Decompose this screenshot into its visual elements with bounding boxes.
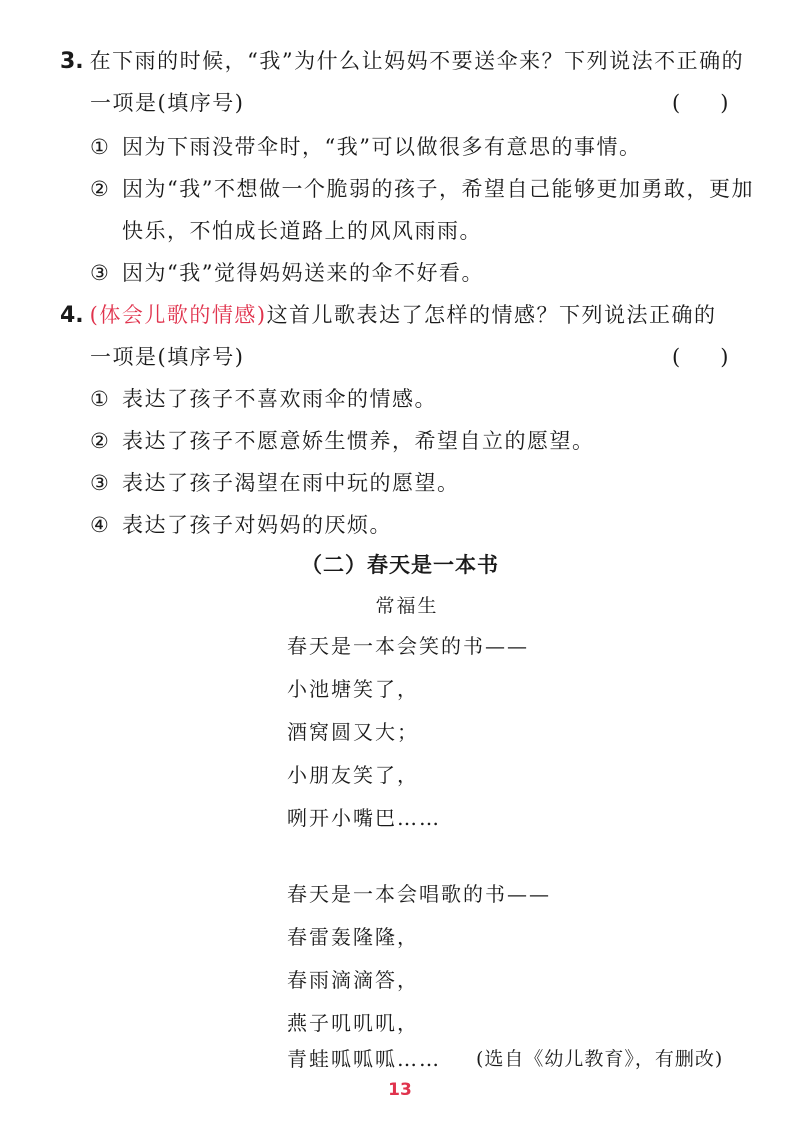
poem-line: 春天是一本会笑的书—— — [287, 634, 529, 658]
q3-option-2 — [90, 174, 754, 204]
q4-option-2-mark: ② — [90, 429, 111, 453]
q4-answer-slot[interactable]: ( ) — [672, 345, 729, 369]
passage-title: （二）春天是一本书 — [301, 553, 499, 577]
poem-line: 春雷轰隆隆， — [287, 925, 419, 949]
q3-option-3 — [90, 258, 484, 288]
poem-line: 小朋友笑了， — [287, 763, 419, 787]
page-number: 13 — [388, 1080, 412, 1100]
q3-option-1-text: 因为下雨没带伞时，“我”可以做很多有意思的事情。 — [122, 135, 642, 159]
q4-option-2 — [90, 426, 595, 456]
poem-line: 酒窝圆又大； — [287, 720, 419, 744]
poem-line: 春雨滴滴答， — [287, 968, 419, 992]
q3-stem-line2: 一项是(填序号) — [90, 91, 245, 115]
passage-source: (选自《幼儿教育》，有删改) — [476, 1048, 724, 1070]
q3-number: 3. — [60, 49, 84, 74]
q4-option-3 — [90, 468, 460, 498]
q4-number: 4. — [60, 303, 84, 328]
q4-stem-line1 — [60, 300, 717, 331]
q4-option-3-mark: ③ — [90, 471, 111, 495]
poem-line: 春天是一本会唱歌的书—— — [287, 882, 551, 906]
q3-stem-text: 在下雨的时候，“我”为什么让妈妈不要送伞来？下列说法不正确的 — [89, 49, 745, 73]
q3-option-2-mark: ② — [90, 177, 111, 201]
q3-option-1-mark: ① — [90, 135, 111, 159]
q3-answer-slot[interactable]: ( ) — [672, 91, 729, 115]
poem-line: 青蛙呱呱呱…… — [287, 1047, 441, 1071]
q4-stem-text: 这首儿歌表达了怎样的情感？下列说法正确的 — [266, 303, 717, 327]
q4-skill-tag: (体会儿歌的情感) — [89, 303, 267, 327]
passage-author: 常福生 — [375, 595, 439, 617]
q3-option-3-text: 因为“我”觉得妈妈送来的伞不好看。 — [122, 261, 484, 285]
q3-option-1 — [90, 132, 641, 162]
q4-stem-line2: 一项是(填序号) — [90, 345, 245, 369]
poem-line: 燕子叽叽叽， — [287, 1011, 419, 1035]
q4-option-4 — [90, 510, 392, 540]
q4-option-1 — [90, 384, 437, 414]
q4-option-3-text: 表达了孩子渴望在雨中玩的愿望。 — [122, 471, 460, 495]
q4-option-4-mark: ④ — [90, 513, 111, 537]
q3-option-3-mark: ③ — [90, 261, 111, 285]
q4-option-2-text: 表达了孩子不愿意娇生惯养，希望自立的愿望。 — [122, 429, 595, 453]
q3-stem-line1 — [60, 46, 744, 77]
q4-option-1-mark: ① — [90, 387, 111, 411]
poem-line: 小池塘笑了， — [287, 677, 419, 701]
q3-option-2-continued: 快乐，不怕成长道路上的风风雨雨。 — [122, 219, 482, 243]
q4-option-4-text: 表达了孩子对妈妈的厌烦。 — [122, 513, 392, 537]
q4-option-1-text: 表达了孩子不喜欢雨伞的情感。 — [122, 387, 437, 411]
q3-option-2-text: 因为“我”不想做一个脆弱的孩子，希望自己能够更加勇敢，更加 — [122, 177, 754, 201]
poem-line: 咧开小嘴巴…… — [287, 806, 441, 830]
